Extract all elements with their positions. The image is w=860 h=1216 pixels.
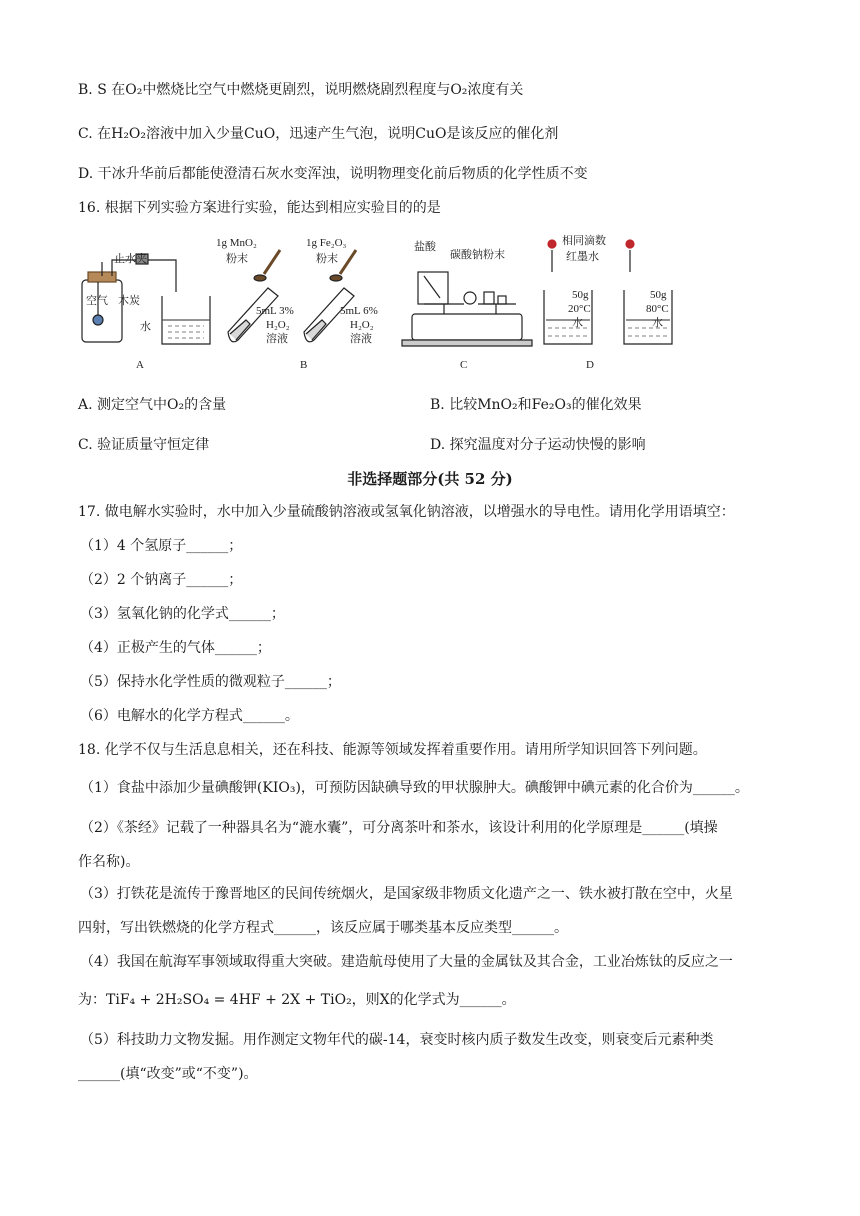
q16-stem: 16. 根据下列实验方案进行实验，能达到相应实验目的的是 <box>78 200 441 216</box>
fig-b-left-powder: 1g MnO₂ <box>216 237 257 249</box>
fig-b-left-powder2: 粉末 <box>226 253 248 265</box>
fig-d-drops: 相同滴数 <box>562 235 606 247</box>
q16-option-a: A. 测定空气中O₂的含量 <box>78 397 227 413</box>
q18-item-3-line2: 四射，写出铁燃烧的化学方程式______，该反应属于哪类基本反应类型______。 <box>78 920 568 936</box>
fig-b-left-solution: 溶液 <box>266 333 288 345</box>
section-title: 非选择题部分(共 52 分) <box>347 470 513 488</box>
fig-a-air: 空气 <box>86 295 108 307</box>
fig-d-right-temp: 80°C <box>646 303 669 315</box>
fig-b-left-h2o2: H₂O₂ <box>266 319 290 331</box>
q18-item-3-line1: （3）打铁花是流传于豫晋地区的民间传统烟火，是国家级非物质文化遗产之一、铁水被打散在空中，火星 <box>80 886 733 902</box>
fig-b-left-sol: 5mL 3% <box>256 305 294 317</box>
fig-b-right-powder2: 粉末 <box>316 253 338 265</box>
fig-b-right-sol: 5mL 6% <box>340 305 378 317</box>
fig-a-clip: 止水夹 <box>114 253 147 265</box>
q17-item-5: （5）保持水化学性质的微观粒子______； <box>80 674 341 690</box>
q18-item-4-line2: 为：TiF₄ + 2H₂SO₄ = 4HF + 2X + TiO₂，则X的化学式为______。 <box>78 992 516 1008</box>
q17-stem: 17. 做电解水实验时，水中加入少量硫酸钠溶液或氢氧化钠溶液，以增强水的导电性。请用化学用语填空： <box>78 504 735 520</box>
q16-option-d: D. 探究温度对分子运动快慢的影响 <box>430 437 646 453</box>
q16-option-b: B. 比较MnO₂和Fe₂O₃的催化效果 <box>430 397 642 413</box>
fig-b-right-h2o2: H₂O₂ <box>350 319 374 331</box>
fig-d-left-mass: 50g <box>572 289 589 301</box>
q17-item-6: （6）电解水的化学方程式______。 <box>80 708 299 724</box>
fig-b-right-powder: 1g Fe₂O₃ <box>306 237 347 249</box>
q18-stem: 18. 化学不仅与生活息息相关，还在科技、能源等领域发挥着重要作用。请用所学知识回答下列问题。 <box>78 742 707 758</box>
fig-a-label: A <box>136 359 144 371</box>
fig-d-left-temp: 20°C <box>568 303 591 315</box>
q16-option-c: C. 验证质量守恒定律 <box>78 437 210 453</box>
q18-item-2-line2: 作名称)。 <box>78 854 140 870</box>
q17-item-4: （4）正极产生的气体______； <box>80 640 271 656</box>
q18-item-5-line2: ______(填“改变”或“不变”)。 <box>78 1066 258 1082</box>
q15-option-d: D. 干冰升华前后都能使澄清石灰水变浑浊，说明物理变化前后物质的化学性质不变 <box>78 166 588 182</box>
fig-b-right-solution: 溶液 <box>350 333 372 345</box>
fig-a-charcoal: 木炭 <box>118 295 140 307</box>
q17-item-3: （3）氢氧化钠的化学式______； <box>80 606 285 622</box>
fig-a-water: 水 <box>140 321 151 333</box>
q17-item-2: （2）2 个钠离子______； <box>80 572 243 588</box>
fig-c-powder: 碳酸钠粉末 <box>450 249 505 261</box>
fig-d-right-mass: 50g <box>650 289 667 301</box>
fig-d-left-water: 水 <box>572 317 583 329</box>
fig-d-ink: 红墨水 <box>566 251 599 263</box>
q18-item-1: （1）食盐中添加少量碘酸钾(KIO₃)，可预防因缺碘导致的甲状腺肿大。碘酸钾中碘元素的化合价为______。 <box>80 780 749 796</box>
q16-experiment-figure <box>78 232 698 382</box>
q17-item-1: （1）4 个氢原子______； <box>80 538 243 554</box>
q18-item-4-line1: （4）我国在航海军事领域取得重大突破。建造航母使用了大量的金属钛及其合金，工业冶炼钛的反应之一 <box>80 954 733 970</box>
fig-d-label: D <box>586 359 594 371</box>
fig-c-acid: 盐酸 <box>414 241 436 253</box>
fig-d-right-water: 水 <box>652 317 663 329</box>
fig-c-label: C <box>460 359 468 371</box>
fig-b-label: B <box>300 359 308 371</box>
q15-option-b: B. S 在O₂中燃烧比空气中燃烧更剧烈，说明燃烧剧烈程度与O₂浓度有关 <box>78 82 524 98</box>
q18-item-2-line1: （2）《茶经》记载了一种器具名为“漉水囊”，可分离茶叶和茶水，该设计利用的化学原理是______(填操 <box>80 820 718 836</box>
q18-item-5-line1: （5）科技助力文物发掘。用作测定文物年代的碳-14，衰变时核内质子数发生改变，则衰变后元素种类 <box>80 1032 714 1048</box>
q15-option-c: C. 在H₂O₂溶液中加入少量CuO，迅速产生气泡，说明CuO是该反应的催化剂 <box>78 126 559 142</box>
